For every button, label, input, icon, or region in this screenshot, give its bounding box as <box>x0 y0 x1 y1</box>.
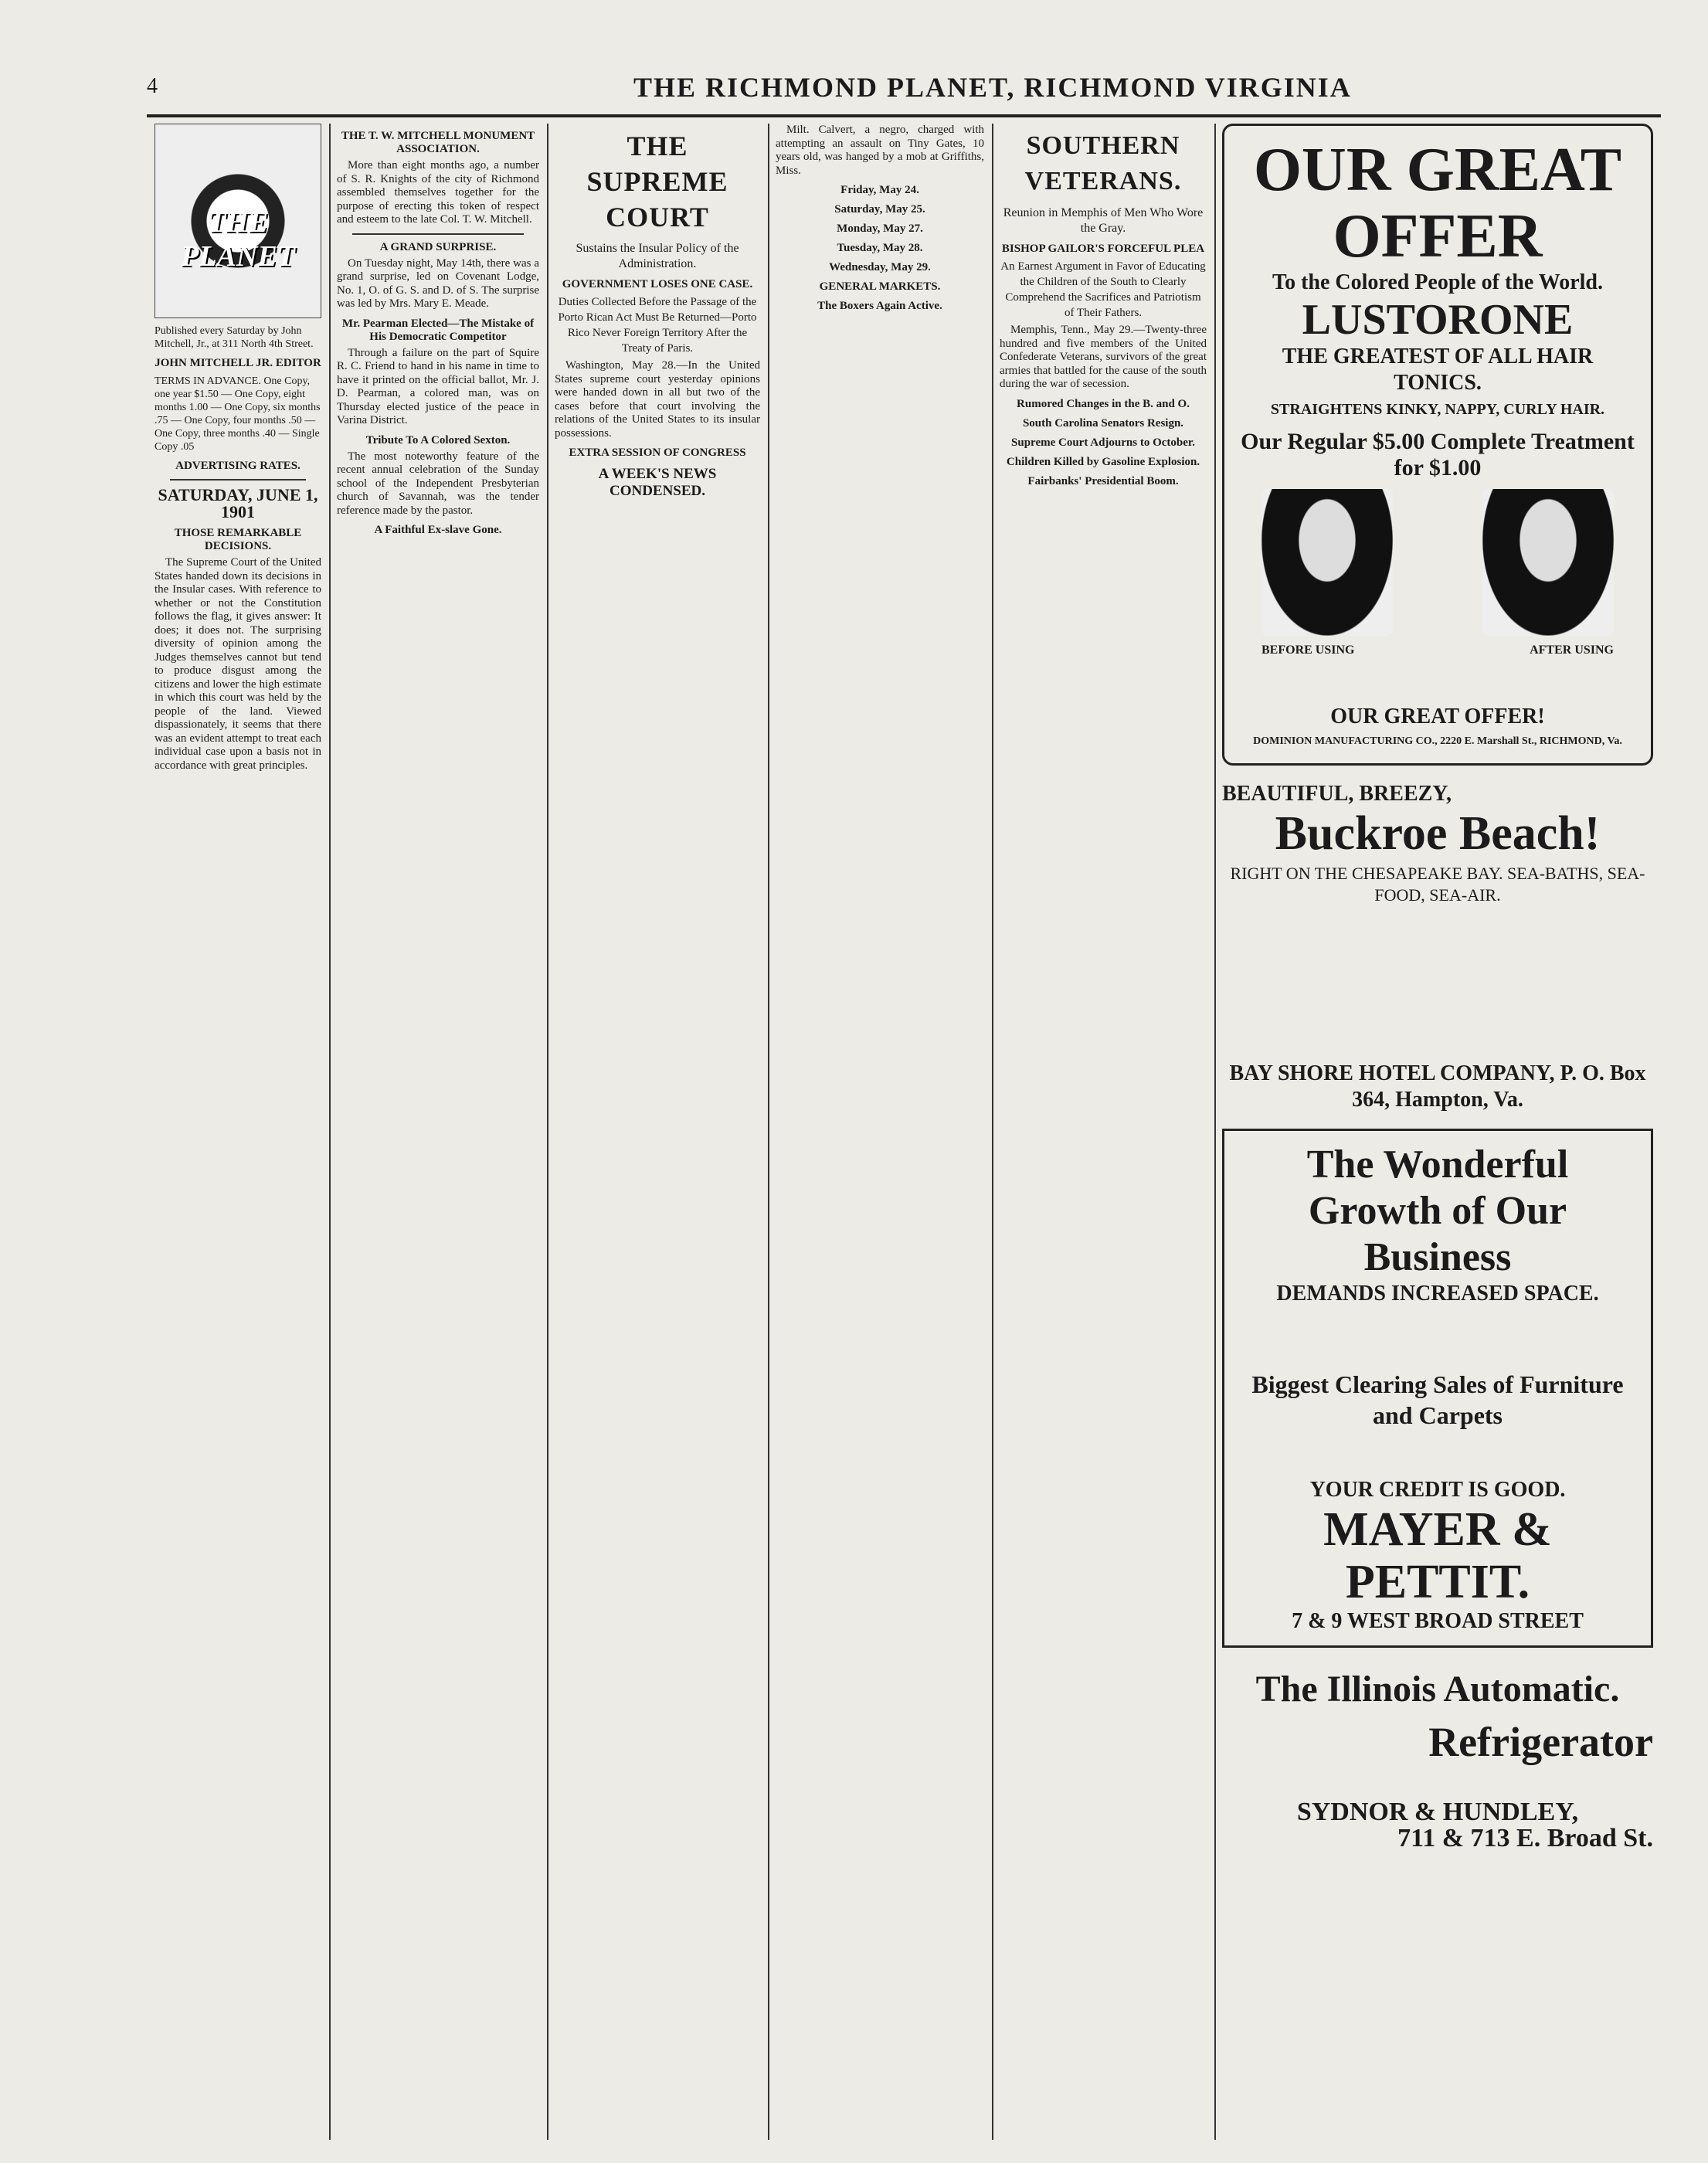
article-title: South Carolina Senators Resign. <box>1022 416 1184 430</box>
subheadline: Reunion in Memphis of Men Who Wore the Gray. <box>1003 206 1204 235</box>
article-body: More than eight months ago, a number of S. R. Knights of the city of Richmond assembled themselves together for the purpose of erecting this token of respect and esteem to the late Col. T. W. Mitchell. <box>337 159 539 226</box>
portrait-before <box>1261 489 1393 636</box>
article-body: Memphis, Tenn., May 29.—Twenty-three hundred and five members of the United Confederate Veterans, survivors of the great armies that battled for the cause of the south during the war of secession. <box>1000 324 1207 390</box>
ad-tagline-2: STRAIGHTENS KINKY, NAPPY, CURLY HAIR. <box>1270 401 1605 418</box>
ad-offer: Our Regular $5.00 Complete Treatment for $1.00 <box>1241 429 1635 480</box>
article-title: A WEEK'S NEWS CONDENSED. <box>598 466 717 499</box>
article-title: Rumored Changes in the B. and O. <box>1017 397 1190 410</box>
page-number: 4 <box>147 74 158 98</box>
ad-kicker: BEAUTIFUL, BREEZY, <box>1222 782 1452 806</box>
article-title: EXTRA SESSION OF CONGRESS <box>569 447 746 459</box>
ad-company: DOMINION MANUFACTURING CO., 2220 E. Marshall St., RICHMOND, Va. <box>1253 735 1622 747</box>
column-4 <box>768 124 992 2140</box>
ad-title: Buckroe Beach! <box>1275 807 1601 860</box>
mayer-pettit-ad <box>1222 1129 1653 1648</box>
ad-address: 711 & 713 E. Broad St. <box>1397 1824 1653 1852</box>
date-heading: Monday, May 27. <box>837 222 923 235</box>
news-item: Milt. Calvert, a negro, charged with attempting an assault on Tiny Gates, 10 years old, was hanged by a mob at Griffiths, Miss. <box>776 124 984 177</box>
headline: SOUTHERN VETERANS. <box>1024 131 1182 195</box>
lustorone-ad <box>1222 124 1653 766</box>
ad-subtitle: DEMANDS INCREASED SPACE. <box>1276 1282 1599 1306</box>
ad-brand: LUSTORONE <box>1302 296 1574 344</box>
publisher-line: Published every Saturday by John Mitchell, Jr., at 311 North 4th Street. <box>155 325 314 350</box>
deck: Duties Collected Before the Passage of the Porto Rican Act Must Be Returned—Porto Rico Never Foreign Territory After the Treaty of Paris. <box>558 296 757 355</box>
portrait-after <box>1482 489 1614 636</box>
article-title: A GRAND SURPRISE. <box>379 240 497 253</box>
ad-footer: OUR GREAT OFFER! <box>1330 705 1545 728</box>
article-title: Tribute To A Colored Sexton. <box>365 433 511 447</box>
article-title: Mr. Pearman Elected—The Mistake of His Democratic Competitor <box>341 317 535 343</box>
ad-brand: MAYER & PETTIT. <box>1323 1503 1552 1608</box>
portrait-pair <box>1261 489 1614 636</box>
buckroe-ad <box>1222 781 1653 1113</box>
before-caption: BEFORE USING <box>1261 643 1355 657</box>
kicker: GOVERNMENT LOSES ONE CASE. <box>562 278 753 290</box>
subheadline: Sustains the Insular Policy of the Administration. <box>576 242 739 270</box>
after-caption: AFTER USING <box>1530 643 1614 657</box>
article-title: THE T. W. MITCHELL MONUMENT ASSOCIATION. <box>341 130 535 155</box>
article-body: The most noteworthy feature of the recent annual celebration of the Sunday school of the Independent Presbyterian church of Savannah, was the tender reference made by the pastor. <box>337 450 539 517</box>
editorial-title: THOSE REMARKABLE DECISIONS. <box>174 527 302 552</box>
issue-date: SATURDAY, JUNE 1, 1901 <box>158 485 318 521</box>
column-3 <box>547 124 768 2140</box>
ad-company: SYDNOR & HUNDLEY, <box>1296 1798 1579 1826</box>
ad-credit: YOUR CREDIT IS GOOD. <box>1309 1478 1566 1502</box>
ad-line: Biggest Clearing Sales of Furniture and Carpets <box>1251 1370 1624 1429</box>
divider <box>170 479 306 480</box>
terms-block: TERMS IN ADVANCE. One Copy, one year $1.50 — One Copy, eight months 1.00 — One Copy, six months .75 — One Copy, four months .50 — One Copy, three months .40 — Single Copy .05 <box>155 375 321 453</box>
editorial-body: The Supreme Court of the United States handed down its decisions in the Insular cases. With reference to whether or not the Constitution follows the flag, it gives answer: It does; it does not. The surprising diversity of opinion among the Judges themselves cannot but tend to produce disgust among the citizens and lower the high estimate in which this court was held by the people of the land. Viewed dispassionately, it seems that there was an evident attempt to treat each individual case upon a basis not in accordance with great principles. <box>155 556 321 772</box>
date-heading: Wednesday, May 29. <box>829 261 931 273</box>
planet-logo: THE PLANET <box>155 124 321 318</box>
markets-heading: GENERAL MARKETS. <box>819 280 941 293</box>
column-1 <box>147 124 329 2140</box>
article-title: Supreme Court Adjourns to October. <box>1011 436 1195 449</box>
kicker: BISHOP GAILOR'S FORCEFUL PLEA <box>1001 243 1205 255</box>
date-heading: Friday, May 24. <box>840 184 919 196</box>
article-body: Washington, May 28.—In the United States supreme court yesterday opinions were handed down in all but two of the cases before that court involving the relations of the United States to its insular possessions. <box>555 359 760 440</box>
ad-subtitle: RIGHT ON THE CHESAPEAKE BAY. SEA-BATHS, SEA-FOOD, SEA-AIR. <box>1230 864 1645 905</box>
article-title: Fairbanks' Presidential Boom. <box>1027 474 1179 487</box>
editor-line: JOHN MITCHELL JR. EDITOR <box>155 357 321 369</box>
header-rule <box>147 114 1661 117</box>
deck: An Earnest Argument in Favor of Educating the Children of the South to Clearly Comprehend the Sacrifices and Patriotism of Their Fathers. <box>1000 260 1206 319</box>
advertising-heading: ADVERTISING RATES. <box>175 460 301 472</box>
article-title: A Faithful Ex-slave Gone. <box>374 524 502 536</box>
ads-column <box>1214 124 1661 2140</box>
article-title: The Boxers Again Active. <box>817 300 942 312</box>
date-heading: Tuesday, May 28. <box>837 242 923 254</box>
ad-tagline: THE GREATEST OF ALL HAIR TONICS. <box>1282 345 1594 395</box>
ad-address: 7 & 9 WEST BROAD STREET <box>1292 1609 1584 1633</box>
article-body: Through a failure on the part of Squire R. C. Friend to hand in his name in time to have it printed on the official ballot, Mr. J. D. Pearman, a colored man, was on Thursday elected justice of the peace in Varina District. <box>337 346 539 426</box>
ad-title: OUR GREAT OFFER <box>1253 136 1622 270</box>
column-2 <box>329 124 547 2140</box>
refrigerator-ad <box>1222 1663 1653 1852</box>
article-title: Children Killed by Gasoline Explosion. <box>1006 455 1200 468</box>
ad-subtitle: To the Colored People of the World. <box>1272 270 1604 294</box>
date-heading: Saturday, May 25. <box>834 203 925 216</box>
article-body: On Tuesday night, May 14th, there was a grand surprise, led on Covenant Lodge, No. 1, O. of G. S. and D. of S. The surprise was led by Mrs. Mary E. Meade. <box>337 256 539 310</box>
ad-company: BAY SHORE HOTEL COMPANY, P. O. Box 364, Hampton, Va. <box>1229 1061 1646 1112</box>
column-5 <box>992 124 1214 2140</box>
ad-title: The Wonderful Growth of Our Business <box>1306 1143 1569 1279</box>
divider <box>352 233 524 235</box>
ad-brand: Refrigerator <box>1428 1719 1653 1765</box>
headline: THE SUPREME COURT <box>586 131 728 233</box>
ad-title: The Illinois Automatic. <box>1255 1669 1620 1710</box>
masthead: THE RICHMOND PLANET, RICHMOND VIRGINIA <box>633 72 1352 103</box>
page-header <box>147 71 1661 111</box>
